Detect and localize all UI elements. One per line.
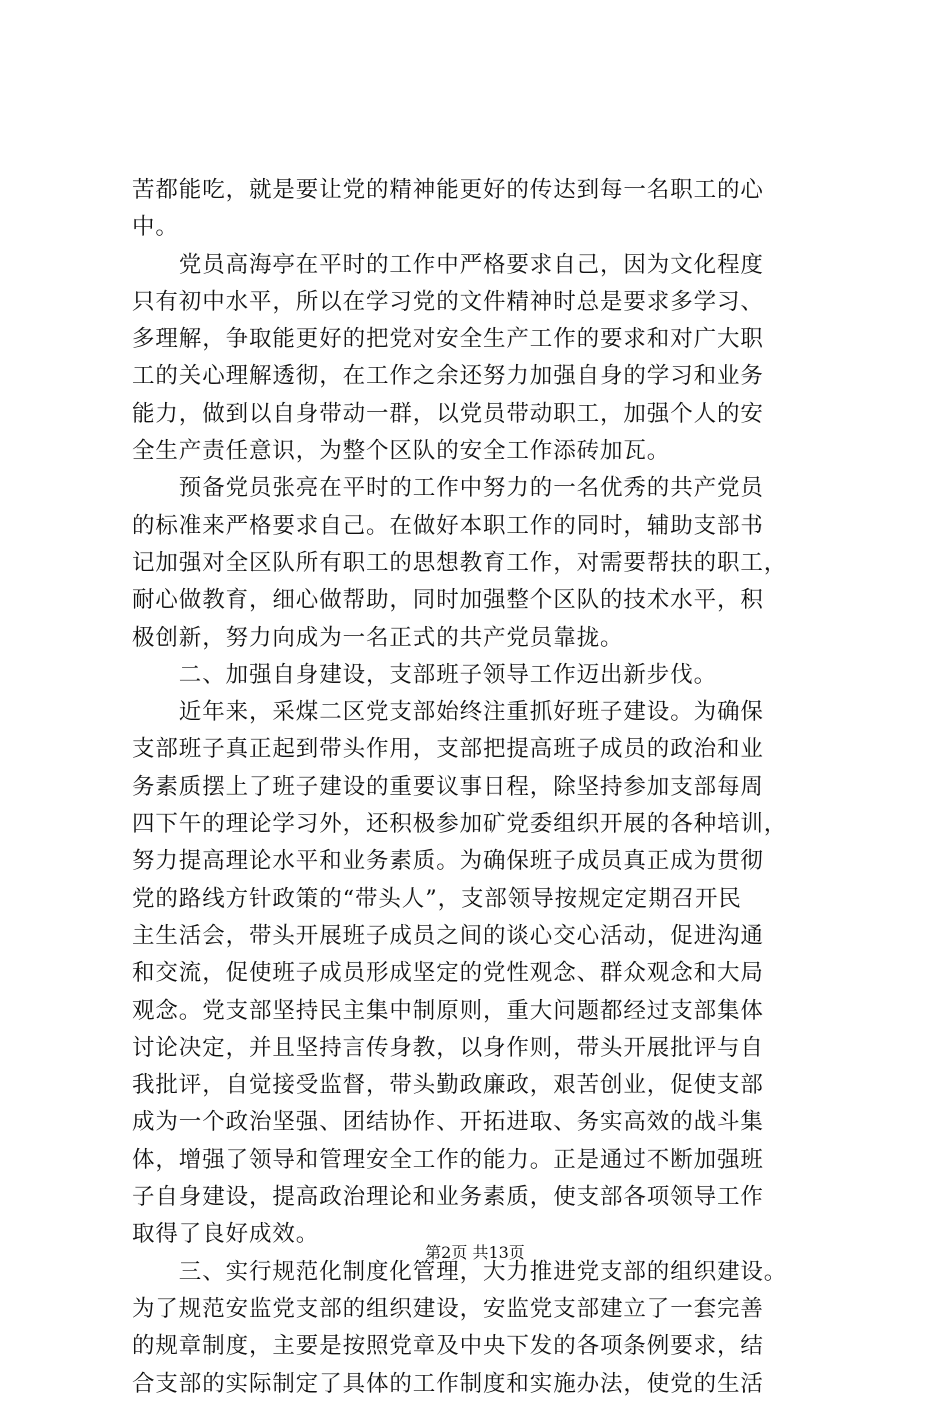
text-line: 中。 (132, 214, 179, 241)
text-line: 合支部的实际制定了具体的工作制度和实施办法，使党的生活 (132, 1370, 764, 1397)
text-line: 成为一个政治坚强、团结协作、开拓进取、务实高效的战斗集 (132, 1109, 764, 1136)
text-line: 党员高海亭在平时的工作中严格要求自己，因为文化程度 (132, 251, 764, 278)
text-line: 和交流，促使班子成员形成坚定的党性观念、群众观念和大局 (132, 960, 764, 987)
document-body (132, 172, 840, 1403)
text-line: 取得了良好成效。 (132, 1221, 320, 1248)
text-line: 全生产责任意识，为整个区队的安全工作添砖加瓦。 (132, 438, 671, 465)
text-line: 努力提高理论水平和业务素质。为确保班子成员真正成为贯彻 (132, 848, 764, 875)
text-line: 极创新，努力向成为一名正式的共产党员靠拢。 (132, 624, 624, 651)
text-line: 的标准来严格要求自己。在做好本职工作的同时，辅助支部书 (132, 512, 764, 539)
text-line: 能力，做到以自身带动一群，以党员带动职工，加强个人的安 (132, 400, 764, 427)
text-line: 苦都能吃，就是要让党的精神能更好的传达到每一名职工的心 (132, 177, 764, 203)
text-line: 近年来，采煤二区党支部始终注重抓好班子建设。为确保 (132, 699, 764, 726)
text-line: 只有初中水平，所以在学习党的文件精神时总是要求多学习、 (132, 288, 764, 315)
text-line: 耐心做教育，细心做帮助，同时加强整个区队的技术水平，积 (132, 587, 764, 614)
text-line: 的规章制度，主要是按照党章及中央下发的各项条例要求，结 (132, 1333, 764, 1360)
text-line: 党的路线方针政策的“带头人”，支部领导按规定定期召开民 (132, 885, 742, 912)
page-footer: 第2页 共13页 (425, 1243, 525, 1262)
text-line: 务素质摆上了班子建设的重要议事日程，除坚持参加支部每周 (132, 773, 764, 800)
text-line: 我批评，自觉接受监督，带头勤政廉政，艰苦创业，促使支部 (132, 1072, 764, 1099)
text-line: 三、实行规范化制度化管理，大力推进党支部的组织建设。 (132, 1258, 788, 1285)
text-line: 子自身建设，提高政治理论和业务素质，使支部各项领导工作 (132, 1184, 764, 1211)
text-line: 四下午的理论学习外，还积极参加矿党委组织开展的各种培训， (132, 811, 788, 838)
text-line: 体，增强了领导和管理安全工作的能力。正是通过不断加强班 (132, 1146, 764, 1173)
text-line: 工的关心理解透彻，在工作之余还努力加强自身的学习和业务 (132, 363, 764, 390)
text-line: 为了规范安监党支部的组织建设，安监党支部建立了一套完善 (132, 1295, 764, 1322)
text-line: 二、加强自身建设，支部班子领导工作迈出新步伐。 (132, 661, 718, 688)
text-line: 观念。党支部坚持民主集中制原则，重大问题都经过支部集体 (132, 997, 764, 1024)
text-line: 预备党员张亮在平时的工作中努力的一名优秀的共产党员 (132, 475, 764, 502)
text-line: 多理解，争取能更好的把党对安全生产工作的要求和对广大职 (132, 326, 764, 353)
text-line: 主生活会，带头开展班子成员之间的谈心交心活动，促进沟通 (132, 922, 764, 949)
text-line: 支部班子真正起到带头作用，支部把提高班子成员的政治和业 (132, 736, 764, 763)
text-line: 记加强对全区队所有职工的思想教育工作，对需要帮扶的职工， (132, 549, 788, 576)
text-line: 讨论决定，并且坚持言传身教，以身作则，带头开展批评与自 (132, 1034, 764, 1061)
